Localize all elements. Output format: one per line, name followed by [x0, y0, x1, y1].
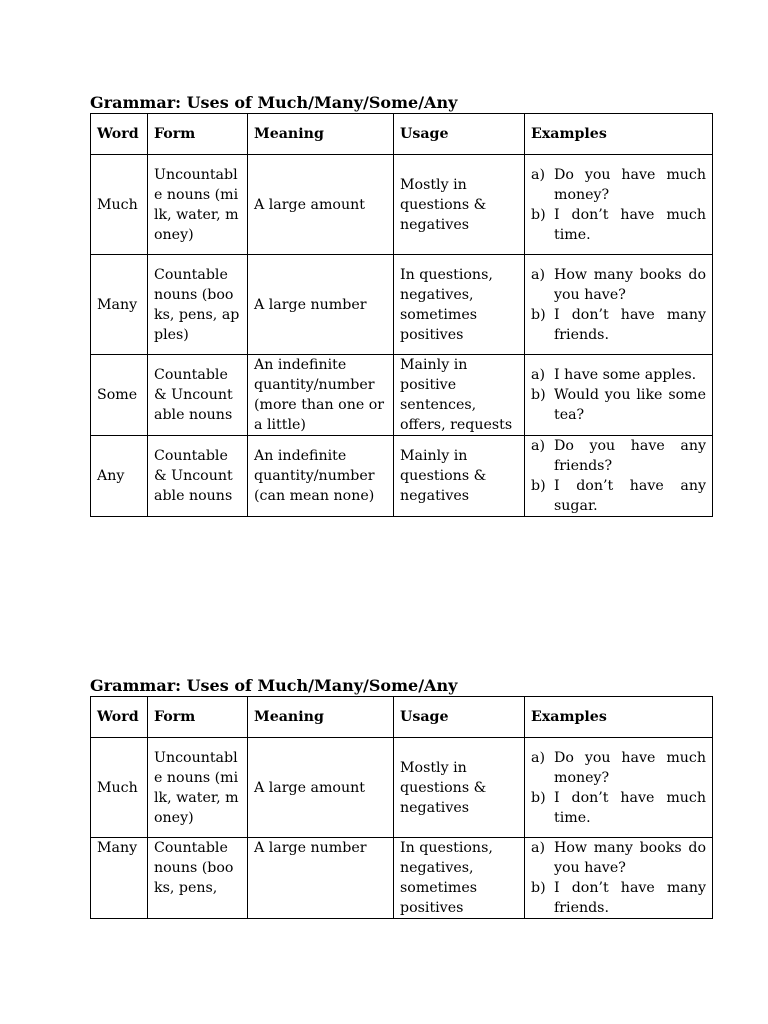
table-row	[91, 355, 713, 436]
example-item: a) Do you have much money?	[531, 749, 706, 786]
meaning-cell: A large amount	[248, 738, 394, 838]
header-form: Form	[148, 697, 248, 738]
usage-cell: In questions, negatives, sometimes positives	[394, 838, 525, 919]
header-meaning: Meaning	[248, 114, 394, 155]
meaning-cell: An indefinite quantity/number (can mean none)	[248, 436, 394, 517]
meaning-cell: A large amount	[248, 155, 394, 255]
meaning-cell: A large number	[248, 255, 394, 355]
header-usage: Usage	[394, 114, 525, 155]
table-row	[91, 255, 713, 355]
examples-cell	[525, 838, 713, 919]
example-item: b) Would you like some tea?	[531, 387, 706, 423]
grammar-table	[90, 113, 713, 517]
table-row	[91, 738, 713, 838]
word-cell: Much	[91, 738, 148, 838]
usage-cell: Mainly in positive sentences, offers, requests	[394, 355, 525, 436]
header-examples: Examples	[525, 114, 713, 155]
usage-cell: Mostly in questions & negatives	[394, 155, 525, 255]
example-item: b) I don’t have much time.	[531, 206, 706, 243]
header-meaning: Meaning	[248, 697, 394, 738]
example-item: a) How many books do you have?	[531, 840, 706, 876]
section-title: Grammar: Uses of Much/Many/Some/Any	[90, 93, 458, 112]
examples-cell	[525, 255, 713, 355]
usage-cell: Mostly in questions & negatives	[394, 738, 525, 838]
word-cell: Some	[91, 355, 148, 436]
grammar-section-2	[90, 676, 712, 919]
example-item: b) I don’t have much time.	[531, 789, 706, 826]
word-cell: Many	[91, 255, 148, 355]
form-cell: Countable nouns (books, pens, apples)	[148, 255, 248, 355]
word-cell: Many	[91, 838, 148, 919]
word-cell: Any	[91, 436, 148, 517]
table-header-row	[91, 697, 713, 738]
table-row	[91, 838, 713, 919]
header-usage: Usage	[394, 697, 525, 738]
word-cell: Much	[91, 155, 148, 255]
header-word: Word	[91, 114, 148, 155]
header-form: Form	[148, 114, 248, 155]
example-item: a) Do you have much money?	[531, 166, 706, 203]
example-item: a) I have some apples.	[531, 367, 697, 383]
example-item: b) I don’t have any sugar.	[531, 478, 706, 514]
example-item: b) I don’t have many friends.	[531, 306, 706, 343]
examples-cell	[525, 355, 713, 436]
example-item: a) How many books do you have?	[531, 266, 706, 303]
example-item: a) Do you have any friends?	[531, 438, 706, 474]
header-examples: Examples	[525, 697, 713, 738]
examples-cell	[525, 155, 713, 255]
form-cell: Uncountable nouns (milk, water, money)	[148, 738, 248, 838]
meaning-cell: A large number	[248, 838, 394, 919]
grammar-section-1	[90, 93, 712, 517]
meaning-cell: An indefinite quantity/number (more than one or a little)	[248, 355, 394, 436]
form-cell: Countable nouns (books, pens,	[148, 838, 248, 919]
form-cell: Countable & Uncountable nouns	[148, 436, 248, 517]
table-row	[91, 436, 713, 517]
example-item: b) I don’t have many friends.	[531, 880, 706, 916]
grammar-table	[90, 696, 713, 919]
form-cell: Countable & Uncountable nouns	[148, 355, 248, 436]
examples-cell	[525, 436, 713, 517]
form-cell: Uncountable nouns (milk, water, money)	[148, 155, 248, 255]
table-header-row	[91, 114, 713, 155]
header-word: Word	[91, 697, 148, 738]
examples-cell	[525, 738, 713, 838]
usage-cell: Mainly in questions & negatives	[394, 436, 525, 517]
section-title: Grammar: Uses of Much/Many/Some/Any	[90, 676, 458, 695]
table-row	[91, 155, 713, 255]
usage-cell: In questions, negatives, sometimes positives	[394, 255, 525, 355]
